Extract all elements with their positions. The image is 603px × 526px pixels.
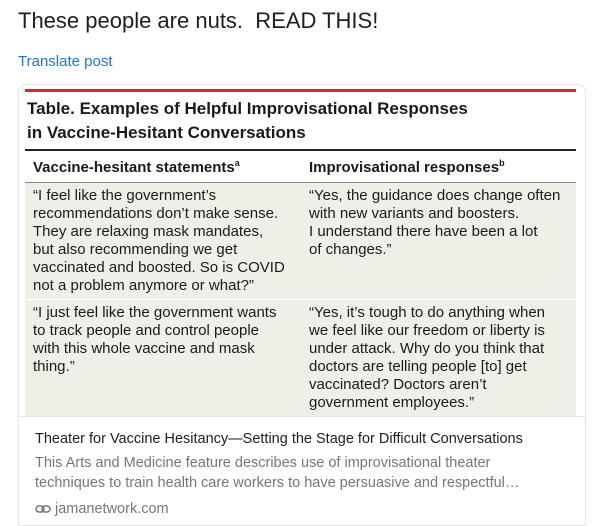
table-accent-rule (25, 89, 576, 92)
link-preview-card[interactable] (18, 84, 586, 526)
post-text: These people are nuts. READ THIS! (18, 8, 379, 33)
translate-post-link[interactable]: Translate post (18, 53, 113, 70)
table-row (25, 183, 576, 299)
footnote-marker-b: b (499, 158, 505, 168)
link-preview-domain-text: jamanetwork.com (55, 501, 169, 517)
response-cell: “Yes, the guidance does change often with new variants and boosters. I understand there have been a lot of changes.” (309, 187, 561, 258)
table-row (25, 300, 576, 416)
column-header-responses-label: Improvisational responses (309, 159, 500, 176)
column-header-responses (309, 158, 505, 176)
response-cell: “Yes, it’s tough to do anything when we feel like our freedom or liberty is under attack. Why do you think that doctors are telling people [to] get vaccinated? Doctors aren’t government employees.” (309, 304, 546, 411)
footnote-marker-a: a (234, 158, 240, 168)
table-title-line1: Table. Examples of Helpful Improvisational Responses (27, 99, 468, 118)
link-icon (35, 502, 51, 516)
statement-cell: “I just feel like the government wants to track people and control people with this whole vaccine and mask thing.” (33, 304, 277, 375)
table-title (27, 97, 547, 145)
link-preview-domain[interactable] (35, 499, 169, 519)
column-header-statements-label: Vaccine-hesitant statements (33, 159, 235, 176)
statement-cell: “I feel like the government’s recommendations don’t make sense. They are relaxing mask mandates, but also recommending we get vaccinated and boosted. So is COVID not a problem anymore or what?” (33, 187, 285, 294)
link-preview-title[interactable]: Theater for Vaccine Hesitancy—Setting the Stage for Difficult Conversations (35, 431, 523, 447)
table-header-row (25, 149, 576, 183)
link-preview-image[interactable] (19, 85, 585, 417)
table-title-line2: in Vaccine-Hesitant Conversations (27, 123, 306, 142)
link-preview-description: This Arts and Medicine feature describes use of improvisational theater techniques to train health care workers to have persuasive and respectful… (35, 455, 520, 491)
table-figure (25, 89, 576, 416)
column-header-statements (33, 158, 240, 176)
